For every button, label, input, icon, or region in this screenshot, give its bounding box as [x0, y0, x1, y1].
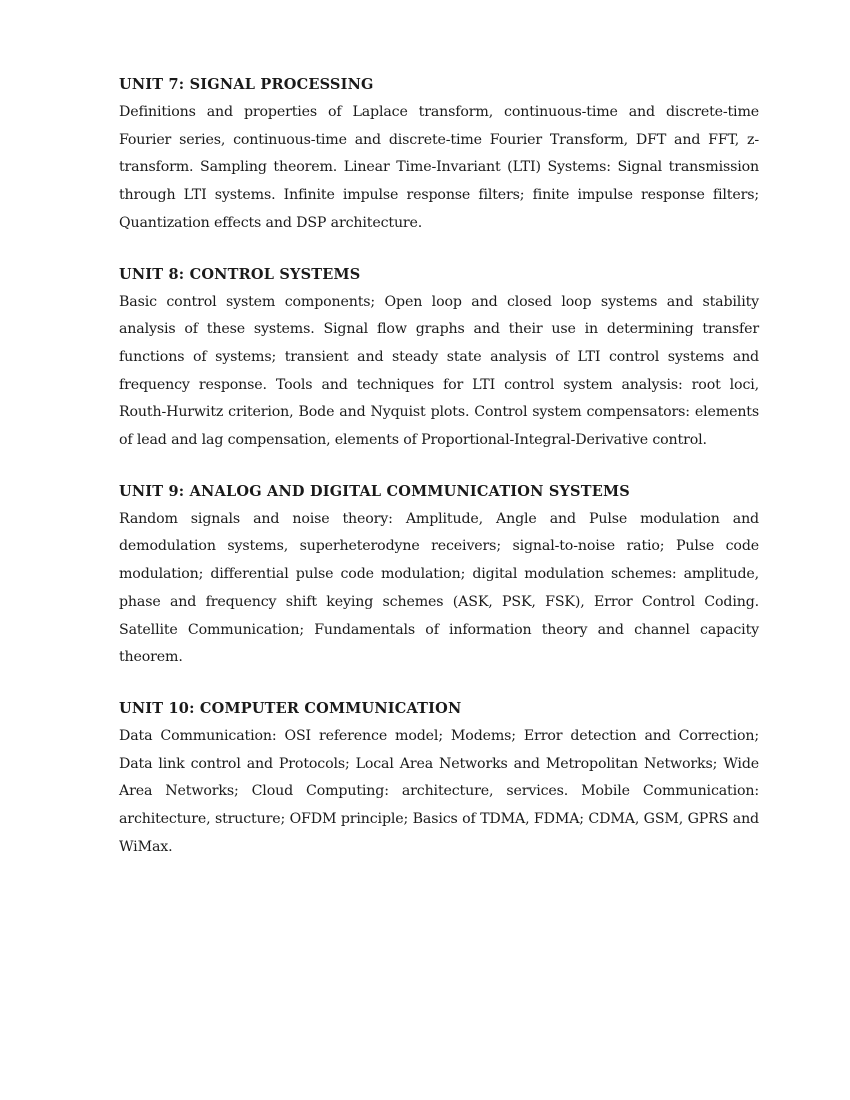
unit-7-title: UNIT 7: SIGNAL PROCESSING	[119, 76, 374, 93]
unit-9-section	[119, 481, 759, 672]
unit-9-body: Random signals and noise theory: Amplitude, Angle and Pulse modulation and demodulation systems, superheterodyne receivers; signal-to-noise ratio; Pulse code modulation; differential pulse code modulation; digital modulation schemes: amplitude, phase and frequency shift keying schemes (ASK, PSK, FSK), Error Control Coding. Satellite Communication; Fundamentals of information theory and channel capacity theorem.	[119, 510, 759, 666]
unit-10-body: Data Communication: OSI reference model; Modems; Error detection and Correction; Data link control and Protocols; Local Area Networks and Metropolitan Networks; Wide Area Networks; Cloud Computing: architecture, services. Mobile Communication: architecture, structure; OFDM principle; Basics of TDMA, FDMA; CDMA, GSM, GPRS and WiMax.	[119, 727, 759, 855]
unit-10-section	[119, 698, 759, 862]
document-page	[119, 74, 759, 887]
unit-8-section	[119, 264, 759, 455]
unit-7-section	[119, 74, 759, 238]
unit-9-title: UNIT 9: ANALOG AND DIGITAL COMMUNICATION SYSTEMS	[119, 482, 630, 500]
unit-7-body: Definitions and properties of Laplace transform, continuous-time and discrete-time Fourier series, continuous-time and discrete-time Fourier Transform, DFT and FFT, z-transform. Sampling theorem. Linear Time-Invariant (LTI) Systems: Signal transmission through LTI systems. Infinite impulse response filters; finite impulse response filters; Quantization effects and DSP architecture.	[119, 104, 759, 231]
unit-8-body: Basic control system components; Open loop and closed loop systems and stability analysis of these systems. Signal flow graphs and their use in determining transfer functions of systems; transient and steady state analysis of LTI control systems and frequency response. Tools and techniques for LTI control system analysis: root loci, Routh-Hurwitz criterion, Bode and Nyquist plots. Control system compensators: elements of lead and lag compensation, elements of Proportional-Integral-Derivative control.	[119, 293, 759, 449]
unit-8-title: UNIT 8: CONTROL SYSTEMS	[119, 265, 361, 283]
unit-10-title: UNIT 10: COMPUTER COMMUNICATION	[119, 699, 462, 717]
